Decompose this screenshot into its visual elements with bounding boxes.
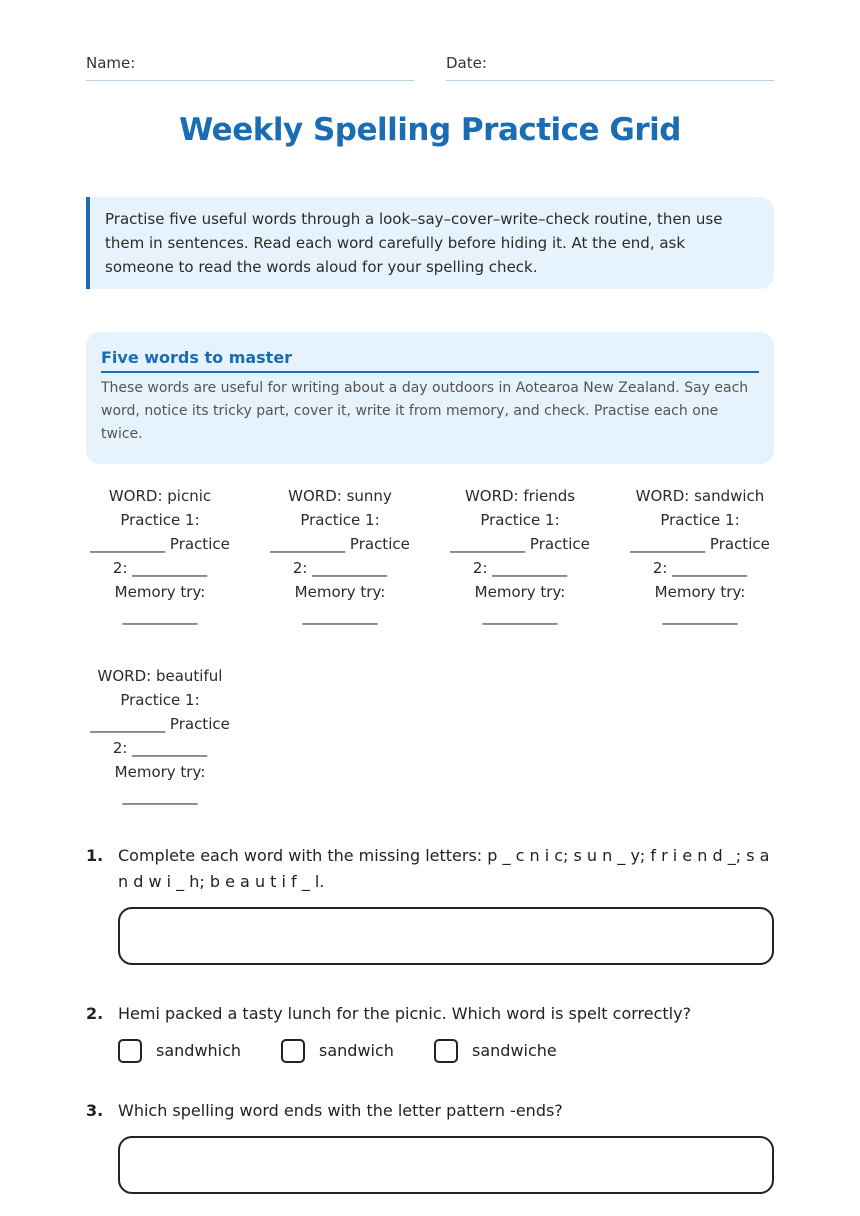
- card-word: WORD: beautiful: [97, 667, 223, 685]
- name-field[interactable]: [86, 54, 414, 81]
- card-blank-practice-2[interactable]: __________ Practice: [90, 535, 230, 553]
- checkbox[interactable]: [118, 1039, 142, 1063]
- card-word: WORD: picnic: [108, 487, 212, 505]
- question-text: Hemi packed a tasty lunch for the picnic. Which word is spelt correctly?: [118, 1004, 692, 1023]
- card-practice-1: Practice 1:: [120, 691, 200, 709]
- card-blank-3[interactable]: __________: [302, 607, 378, 625]
- card-word: WORD: friends: [464, 487, 576, 505]
- word-card-friends: [445, 484, 595, 628]
- card-blank-3[interactable]: __________: [122, 607, 198, 625]
- card-blank-2[interactable]: 2: __________: [472, 559, 568, 577]
- name-label: Name:: [86, 54, 136, 72]
- option-sandwiche[interactable]: [434, 1039, 574, 1065]
- question-number: 1.: [86, 846, 104, 865]
- question-2: [86, 1001, 774, 1029]
- word-section-panel: [86, 332, 774, 464]
- card-practice-1: Practice 1:: [300, 511, 380, 529]
- word-card-sunny: [265, 484, 415, 628]
- word-card-beautiful: [85, 664, 235, 808]
- card-word: WORD: sunny: [288, 487, 392, 505]
- question-1: [86, 843, 774, 897]
- card-blank-3[interactable]: __________: [662, 607, 738, 625]
- card-blank-practice-2[interactable]: __________ Practice: [270, 535, 410, 553]
- intro-panel: [86, 197, 774, 289]
- card-blank-3[interactable]: __________: [482, 607, 558, 625]
- date-label: Date:: [446, 54, 487, 72]
- question-3: [86, 1098, 774, 1126]
- card-blank-practice-2[interactable]: __________ Practice: [630, 535, 770, 553]
- checkbox[interactable]: [434, 1039, 458, 1063]
- card-practice-1: Practice 1:: [660, 511, 740, 529]
- option-label: sandwich: [319, 1041, 394, 1060]
- option-sandwhich[interactable]: [118, 1039, 258, 1065]
- card-memory-try: Memory try:: [474, 583, 566, 601]
- card-blank-2[interactable]: 2: __________: [292, 559, 388, 577]
- card-memory-try: Memory try:: [654, 583, 746, 601]
- word-card-sandwich: [625, 484, 775, 628]
- question-text: Complete each word with the missing letters: p _ c n i c; s u n _ y; f r i e n d _; s a n d w i _ h; b e a u t i f _ l.: [118, 846, 770, 891]
- intro-text: Practise five useful words through a look–say–cover–write–check routine, then use them in sentences. Read each word carefully before hiding it. At the end, ask someone to read the words aloud for your spelling check.: [105, 210, 723, 276]
- card-blank-practice-2[interactable]: __________ Practice: [450, 535, 590, 553]
- checkbox[interactable]: [281, 1039, 305, 1063]
- card-blank-practice-2[interactable]: __________ Practice: [90, 715, 230, 733]
- card-practice-1: Practice 1:: [480, 511, 560, 529]
- page-title: Weekly Spelling Practice Grid: [179, 112, 681, 148]
- card-word: WORD: sandwich: [635, 487, 765, 505]
- card-blank-2[interactable]: 2: __________: [112, 559, 208, 577]
- word-section-heading: Five words to master: [101, 348, 759, 373]
- word-card-picnic: [85, 484, 235, 628]
- card-blank-2[interactable]: 2: __________: [112, 739, 208, 757]
- option-label: sandwhich: [156, 1041, 242, 1060]
- card-memory-try: Memory try:: [114, 583, 206, 601]
- card-memory-try: Memory try:: [294, 583, 386, 601]
- answer-box-3[interactable]: [118, 1136, 774, 1194]
- question-number: 3.: [86, 1101, 104, 1120]
- card-memory-try: Memory try:: [114, 763, 206, 781]
- word-section-description: These words are useful for writing about a day outdoors in Aotearoa New Zealand. Say each word, notice its tricky part, cover it, write it from memory, and check. Practise each one twice.: [101, 380, 749, 442]
- card-blank-2[interactable]: 2: __________: [652, 559, 748, 577]
- answer-box-1[interactable]: [118, 907, 774, 965]
- question-number: 2.: [86, 1004, 104, 1023]
- option-label: sandwiche: [472, 1041, 557, 1060]
- card-practice-1: Practice 1:: [120, 511, 200, 529]
- question-text: Which spelling word ends with the letter pattern -ends?: [118, 1101, 563, 1120]
- card-blank-3[interactable]: __________: [122, 787, 198, 805]
- option-sandwich[interactable]: [281, 1039, 421, 1065]
- date-field[interactable]: [446, 54, 774, 81]
